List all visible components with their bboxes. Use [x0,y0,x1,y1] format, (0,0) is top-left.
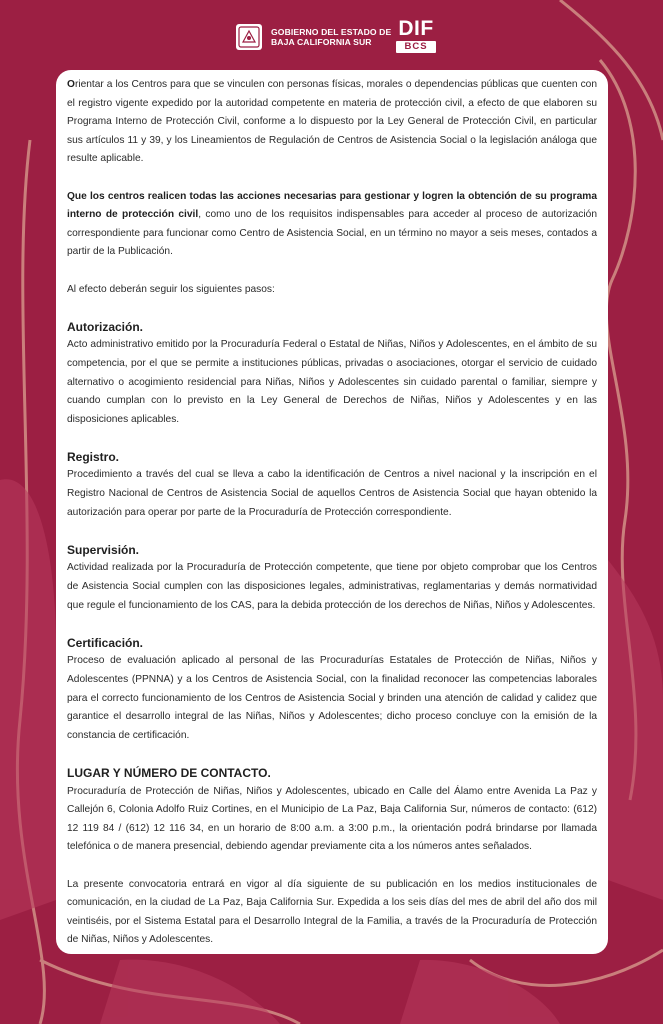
requirement-paragraph [67,188,597,262]
government-name [271,27,391,47]
header [0,0,663,66]
section-body-certificacion: Proceso de evaluación aplicado al personal de las Procuradurías Estatales de Protección de Niñas, Niños y Adolescentes (PPNNA) y a los Centros de Asistencia Social, con la finalidad reconocer las competencias laborales para el correcto funcionamiento de los Centros de Asistencia Social y brinden una atención de calidad y calidez que garantice el desarrollo integral de las Niñas, Niños y Adolescentes; dicho proceso concluye con la emisión de la constancia de certificación. [67,655,597,741]
gov-line-1: GOBIERNO DEL ESTADO DE [271,27,392,37]
section-title-certificacion: Certificación. [67,635,144,650]
intro-text: rientar a los Centros para que se vinculen con personas físicas, morales o dependencias públicas que cuenten con el registro vigente expedido por la autoridad competente en materia de protección civil, a efecto de que elaboren su Programa Interno de Protección Civil, conforme a lo dispuesto por la Ley General de Protección Civil, en particular sus artículos 11 y 39, y los Lineamientos de Regulación de Centros de Asistencia Social o la legislación análoga que resulte aplicable. [67,79,597,165]
state-seal-icon [234,22,264,52]
dif-logo [393,18,439,56]
intro-initial: O [67,79,75,90]
section-body-contacto: Procuraduría de Protección de Niñas, Niños y Adolescentes, ubicado en Calle del Álamo entre Avenida La Paz y Callejón 6, Colonia Adolfo Ruiz Cortines, en el Municipio de La Paz, Baja California Sur, números de contacto: (612) 12 119 84 / (612) 12 116 34, en un horario de 8:00 a.m. a 3:00 p.m., la orientación podrá brindarse por llamada telefónica o de manera presencial, debiendo agendar previamente cita a los números antes señalados. [67,785,597,853]
requirement-text: , como uno de los requisitos indispensables para acceder al proceso de autorización correspondiente para funcionar como Centro de Asistencia Social, en un término no mayor a seis meses, contados a partir de la Publicación. [67,209,597,258]
gov-line-2: BAJA CALIFORNIA SUR [271,37,372,47]
section-body-registro: Procedimiento a través del cual se lleva a cabo la identificación de Centros a nivel nacional y la inscripción en el Registro Nacional de Centros de Asistencia Social de aquellos Centros de Asistencia Social que hayan obtenido la autorización para operar por parte de la Procuraduría de Protección correspondiente. [67,469,597,518]
steps-intro: Al efecto deberán seguir los siguientes pasos: [67,283,275,295]
section-body-autorizacion: Acto administrativo emitido por la Procuraduría Federal o Estatal de Niñas, Niños y Adolescentes, en el ámbito de su competencia, por el que se permite a instituciones públicas, privadas o asociaciones, otorgar el servicio de cuidado alternativo o acogimiento residencial para Niñas, Niños y Adolescentes sin cuidado parental o familiar, siempre y cuando cumplan con lo previsto en la Ley General de Derechos de Niñas, Niños y Adolescentes y en las disposiciones aplicables. [67,339,597,425]
section-title-registro: Registro. [67,449,120,464]
section-body-supervision: Actividad realizada por la Procuraduría de Protección competente, que tiene por objeto comprobar que los Centros de Asistencia Social cumplen con las disposiciones legales, administrativas, reglamentarias y demás normatividad que regule el funcionamiento de los CAS, para la debida protección de los derechos de Niñas, Niños y Adolescentes. [67,562,597,611]
requirement-bold: Que los centros realicen todas las acciones necesarias para gestionar y logren la obtención de su programa interno de protección civil [67,190,597,221]
dif-logo-word: DIF [398,17,434,40]
content-card [56,70,608,954]
section-title-supervision: Supervisión. [67,542,140,557]
section-title-contacto: LUGAR Y NÚMERO DE CONTACTO. [67,765,271,780]
closing-paragraph: La presente convocatoria entrará en vigor al día siguiente de su publicación en los medios institucionales de comunicación, en la ciudad de La Paz, Baja California Sur. Expedida a los seis días del mes de abril del año dos mil veintiséis, por el Sistema Estatal para el Desarrollo Integral de la Familia, a través de la Procuraduría de Protección de Niñas, Niños y Adolescentes. [67,878,597,946]
intro-paragraph [67,76,597,169]
dif-logo-sub: BCS [396,41,436,53]
section-title-autorizacion: Autorización. [67,319,144,334]
